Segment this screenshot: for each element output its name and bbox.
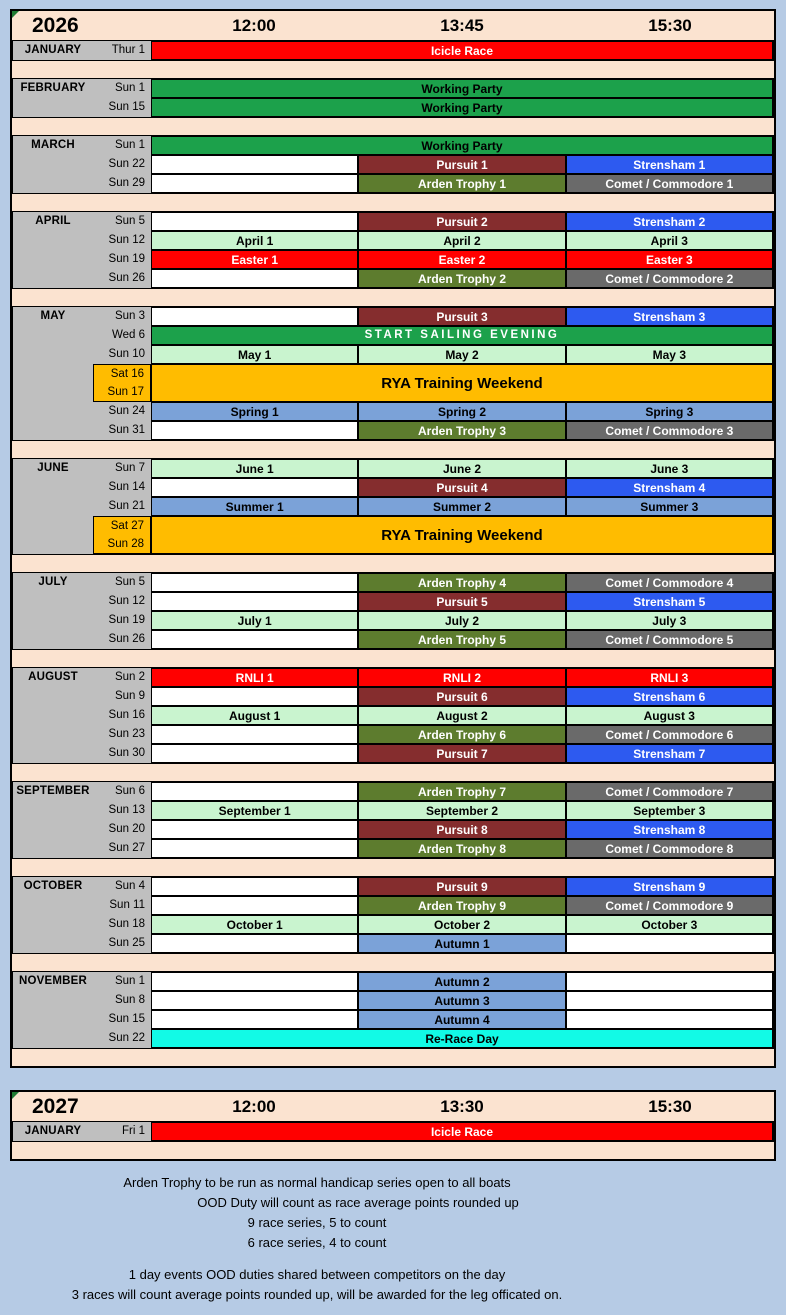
date-cell: Sun 16 <box>108 709 145 721</box>
event-cell: October 3 <box>566 915 773 934</box>
date-cell: Sun 18 <box>108 918 145 930</box>
event-cell <box>151 1010 358 1029</box>
month-header-area <box>13 459 151 554</box>
event-row <box>151 1122 773 1141</box>
month-block-january <box>12 40 774 61</box>
event-row <box>151 231 773 250</box>
event-cell <box>151 630 358 649</box>
date-cell: Sun 22 <box>108 1032 145 1044</box>
event-cell: Pursuit 6 <box>358 687 565 706</box>
event-row <box>151 573 773 592</box>
date-cell-merged <box>93 364 151 402</box>
month-block-february <box>12 78 774 118</box>
event-cell <box>151 820 358 839</box>
event-row <box>151 725 773 744</box>
event-cell: Pursuit 8 <box>358 820 565 839</box>
event-row <box>151 630 773 649</box>
time-header: 12:00 <box>232 1096 276 1116</box>
spacer-row <box>12 555 774 572</box>
date-column <box>93 212 151 288</box>
event-row <box>151 136 773 155</box>
footer-notes <box>10 1173 624 1305</box>
date-cell: Wed 6 <box>111 329 145 341</box>
event-cell: Strensham 4 <box>566 478 773 497</box>
schedule-table-2027 <box>10 1090 776 1161</box>
month-block-september <box>12 781 774 859</box>
date-cell: Sun 5 <box>114 576 145 588</box>
event-cell <box>151 155 358 174</box>
event-cell <box>566 1010 773 1029</box>
date-column <box>93 79 151 117</box>
date-cell: Sun 11 <box>109 899 145 911</box>
month-header-area <box>13 79 151 117</box>
event-cell: Comet / Commodore 5 <box>566 630 773 649</box>
event-cell: START SAILING EVENING <box>151 326 773 345</box>
event-cell: Icicle Race <box>151 1122 773 1141</box>
event-cell <box>151 725 358 744</box>
event-cell: Comet / Commodore 2 <box>566 269 773 288</box>
calendar-header-2027 <box>12 1092 774 1121</box>
event-cell: Pursuit 4 <box>358 478 565 497</box>
event-cell: June 3 <box>566 459 773 478</box>
month-block-march <box>12 135 774 194</box>
event-cell: Strensham 8 <box>566 820 773 839</box>
event-cell: Arden Trophy 8 <box>358 839 565 858</box>
event-rows <box>151 877 773 953</box>
event-cell: Easter 3 <box>566 250 773 269</box>
spacer-row <box>12 441 774 458</box>
month-header-area <box>13 307 151 440</box>
event-rows <box>151 459 773 554</box>
spacer-row <box>12 118 774 135</box>
event-cell: Pursuit 2 <box>358 212 565 231</box>
month-label: AUGUST <box>28 671 78 683</box>
note-line <box>10 1253 624 1265</box>
month-block-may <box>12 306 774 441</box>
month-label: JULY <box>38 576 68 588</box>
event-rows <box>151 307 773 440</box>
spacer-row <box>12 859 774 876</box>
month-block-january <box>12 1121 774 1142</box>
event-cell: Comet / Commodore 3 <box>566 421 773 440</box>
event-cell <box>151 307 358 326</box>
event-cell: Strensham 3 <box>566 307 773 326</box>
event-cell <box>151 744 358 763</box>
event-cell: Pursuit 7 <box>358 744 565 763</box>
spacer-row <box>12 289 774 306</box>
event-cell: September 1 <box>151 801 358 820</box>
event-cell: June 1 <box>151 459 358 478</box>
event-cell: Arden Trophy 6 <box>358 725 565 744</box>
date-cell: Sun 1 <box>114 82 145 94</box>
date-cell: Sun 29 <box>108 177 145 189</box>
event-cell <box>151 687 358 706</box>
event-row <box>151 307 773 326</box>
event-rows <box>151 212 773 288</box>
event-cell: RNLI 2 <box>358 668 565 687</box>
event-row <box>151 782 773 801</box>
event-cell: September 3 <box>566 801 773 820</box>
event-cell: Strensham 9 <box>566 877 773 896</box>
date-cell: Sun 2 <box>114 671 145 683</box>
month-label: MAY <box>40 310 66 322</box>
event-cell: August 3 <box>566 706 773 725</box>
event-cell: June 2 <box>358 459 565 478</box>
event-cell: Pursuit 3 <box>358 307 565 326</box>
event-cell: Autumn 3 <box>358 991 565 1010</box>
month-label: SEPTEMBER <box>16 785 90 797</box>
note-line: Arden Trophy to be run as normal handicap series open to all boats <box>123 1175 511 1190</box>
month-label: JUNE <box>37 462 69 474</box>
event-row <box>151 611 773 630</box>
event-cell: Summer 2 <box>358 497 565 516</box>
event-row <box>151 478 773 497</box>
event-cell: October 2 <box>358 915 565 934</box>
event-cell <box>151 896 358 915</box>
event-rows <box>151 1122 773 1141</box>
event-cell: May 1 <box>151 345 358 364</box>
schedule-table-2026 <box>10 9 776 1068</box>
month-label: FEBRUARY <box>20 82 86 94</box>
event-cell: Spring 1 <box>151 402 358 421</box>
event-cell: Strensham 5 <box>566 592 773 611</box>
date-cell: Sun 12 <box>108 234 145 246</box>
event-row <box>151 839 773 858</box>
event-row <box>151 402 773 421</box>
event-cell: Autumn 1 <box>358 934 565 953</box>
event-cell: Strensham 1 <box>566 155 773 174</box>
spacer-row <box>12 764 774 781</box>
date-cell: Sun 1 <box>114 975 145 987</box>
date-column <box>93 307 151 440</box>
month-header-area <box>13 573 151 649</box>
month-label: MARCH <box>31 139 75 151</box>
date-column <box>93 459 151 554</box>
date-cell: Sun 4 <box>114 880 145 892</box>
event-cell: April 1 <box>151 231 358 250</box>
date-column <box>93 877 151 953</box>
event-cell: Working Party <box>151 98 773 117</box>
month-block-april <box>12 211 774 289</box>
event-rows <box>151 136 773 193</box>
date-cell: Sun 26 <box>108 633 145 645</box>
date-cell: Sun 15 <box>108 1013 145 1025</box>
time-header: 15:30 <box>648 15 692 35</box>
event-cell: April 3 <box>566 231 773 250</box>
event-cell <box>151 991 358 1010</box>
date-cell: Sun 19 <box>108 614 145 626</box>
event-row <box>151 345 773 364</box>
date-cell: Sun 27 <box>108 842 145 854</box>
date-column <box>93 972 151 1048</box>
calendar-header-2026 <box>12 11 774 40</box>
year-label: 2026 <box>32 13 79 37</box>
event-cell: Re-Race Day <box>151 1029 773 1048</box>
event-cell: Strensham 7 <box>566 744 773 763</box>
event-cell: Summer 1 <box>151 497 358 516</box>
date-cell: Sun 10 <box>108 348 145 360</box>
event-cell <box>151 174 358 193</box>
time-header: 15:30 <box>648 1096 692 1116</box>
date-cell: Sun 20 <box>108 823 145 835</box>
event-row <box>151 744 773 763</box>
event-cell: April 2 <box>358 231 565 250</box>
month-block-november <box>12 971 774 1049</box>
month-block-august <box>12 667 774 764</box>
event-row <box>151 516 773 554</box>
event-cell <box>566 972 773 991</box>
date-cell: Sun 5 <box>114 215 145 227</box>
event-cell: Autumn 2 <box>358 972 565 991</box>
event-cell <box>151 972 358 991</box>
spacer-row <box>12 1049 774 1066</box>
event-row <box>151 820 773 839</box>
event-cell: Comet / Commodore 4 <box>566 573 773 592</box>
date-cell: Sun 31 <box>108 424 145 436</box>
note-line: 6 race series, 4 to count <box>247 1235 387 1250</box>
event-cell <box>151 592 358 611</box>
event-cell: Arden Trophy 4 <box>358 573 565 592</box>
event-cell: Comet / Commodore 6 <box>566 725 773 744</box>
date-cell: Sun 22 <box>108 158 145 170</box>
event-rows <box>151 782 773 858</box>
date-cell: Sun 14 <box>108 481 145 493</box>
event-row <box>151 592 773 611</box>
event-cell: July 1 <box>151 611 358 630</box>
month-block-july <box>12 572 774 650</box>
month-header-area <box>13 212 151 288</box>
event-cell <box>151 212 358 231</box>
event-cell: Summer 3 <box>566 497 773 516</box>
event-row <box>151 801 773 820</box>
event-row <box>151 706 773 725</box>
date-cell: Sun 15 <box>108 101 145 113</box>
date-cell: Sun 7 <box>114 462 145 474</box>
event-row <box>151 1029 773 1048</box>
date-cell: Sun 19 <box>108 253 145 265</box>
note-line: 9 race series, 5 to count <box>247 1215 387 1230</box>
event-cell: July 2 <box>358 611 565 630</box>
event-cell: Pursuit 5 <box>358 592 565 611</box>
date-column <box>93 573 151 649</box>
note-line: 3 races will count average points rounded up, will be awarded for the leg officated on. <box>71 1287 563 1302</box>
event-row <box>151 212 773 231</box>
event-row <box>151 269 773 288</box>
event-row <box>151 421 773 440</box>
event-cell: RNLI 3 <box>566 668 773 687</box>
event-row <box>151 79 773 98</box>
event-cell: Working Party <box>151 79 773 98</box>
time-header: 13:45 <box>440 15 484 35</box>
time-header: 12:00 <box>232 15 276 35</box>
event-cell: Comet / Commodore 1 <box>566 174 773 193</box>
event-rows <box>151 41 773 60</box>
event-cell: September 2 <box>358 801 565 820</box>
date-cell: Sat 27 <box>110 520 144 532</box>
spacer-row <box>12 650 774 667</box>
date-cell-merged <box>93 516 151 554</box>
date-column <box>93 41 151 60</box>
note-line: 1 day events OOD duties shared between competitors on the day <box>128 1267 506 1282</box>
month-label: JANUARY <box>24 44 82 56</box>
event-cell: May 2 <box>358 345 565 364</box>
event-cell: Easter 2 <box>358 250 565 269</box>
month-label: JANUARY <box>24 1125 82 1137</box>
event-cell: Icicle Race <box>151 41 773 60</box>
event-row <box>151 991 773 1010</box>
event-cell: October 1 <box>151 915 358 934</box>
event-row <box>151 877 773 896</box>
event-row <box>151 1010 773 1029</box>
event-cell: August 2 <box>358 706 565 725</box>
event-row <box>151 250 773 269</box>
event-cell: Arden Trophy 9 <box>358 896 565 915</box>
event-cell: Comet / Commodore 8 <box>566 839 773 858</box>
month-header-area <box>13 1122 151 1141</box>
event-rows <box>151 668 773 763</box>
date-cell: Thur 1 <box>111 44 145 56</box>
date-cell: Sat 16 <box>110 368 144 380</box>
month-header-area <box>13 41 151 60</box>
event-cell: Strensham 2 <box>566 212 773 231</box>
month-label: NOVEMBER <box>18 975 88 987</box>
event-row <box>151 98 773 117</box>
event-cell: RYA Training Weekend <box>151 364 773 402</box>
date-cell: Sun 1 <box>114 139 145 151</box>
spacer-row <box>12 194 774 211</box>
date-column <box>93 782 151 858</box>
event-cell <box>151 782 358 801</box>
date-cell: Sun 23 <box>108 728 145 740</box>
month-header-area <box>13 136 151 193</box>
time-header: 13:30 <box>440 1096 484 1116</box>
date-cell: Sun 8 <box>114 994 145 1006</box>
event-cell <box>566 934 773 953</box>
event-row <box>151 174 773 193</box>
date-cell: Sun 3 <box>114 310 145 322</box>
spacer-row <box>12 954 774 971</box>
month-header-area <box>13 877 151 953</box>
event-row <box>151 915 773 934</box>
event-cell <box>151 839 358 858</box>
event-cell: Spring 2 <box>358 402 565 421</box>
event-row <box>151 41 773 60</box>
event-cell: Strensham 6 <box>566 687 773 706</box>
date-column <box>93 136 151 193</box>
event-cell: Arden Trophy 7 <box>358 782 565 801</box>
date-column <box>93 1122 151 1141</box>
event-rows <box>151 79 773 117</box>
event-cell: Comet / Commodore 7 <box>566 782 773 801</box>
event-cell: Pursuit 1 <box>358 155 565 174</box>
event-cell: Arden Trophy 5 <box>358 630 565 649</box>
month-label: OCTOBER <box>23 880 83 892</box>
date-cell: Sun 17 <box>107 386 144 398</box>
event-rows <box>151 972 773 1048</box>
date-cell: Sun 6 <box>114 785 145 797</box>
event-cell: July 3 <box>566 611 773 630</box>
event-cell: Spring 3 <box>566 402 773 421</box>
event-row <box>151 459 773 478</box>
event-cell <box>151 877 358 896</box>
date-column <box>93 668 151 763</box>
date-cell: Fri 1 <box>122 1125 145 1137</box>
spacer-row <box>12 61 774 78</box>
event-cell <box>151 573 358 592</box>
event-row <box>151 364 773 402</box>
month-header-area <box>13 782 151 858</box>
year-label: 2027 <box>32 1094 79 1118</box>
event-cell: Pursuit 9 <box>358 877 565 896</box>
sheet-corner-marker <box>12 1092 19 1099</box>
event-cell <box>151 934 358 953</box>
month-block-october <box>12 876 774 954</box>
event-row <box>151 896 773 915</box>
event-cell: RYA Training Weekend <box>151 516 773 554</box>
event-cell <box>151 421 358 440</box>
event-row <box>151 326 773 345</box>
event-cell: Arden Trophy 3 <box>358 421 565 440</box>
date-cell: Sun 13 <box>108 804 145 816</box>
sheet-corner-marker <box>12 11 19 18</box>
event-cell: August 1 <box>151 706 358 725</box>
month-block-june <box>12 458 774 555</box>
spacer-row <box>12 1142 774 1159</box>
event-row <box>151 155 773 174</box>
event-cell <box>566 991 773 1010</box>
event-cell: Comet / Commodore 9 <box>566 896 773 915</box>
event-cell <box>151 269 358 288</box>
date-cell: Sun 21 <box>108 500 145 512</box>
event-row <box>151 934 773 953</box>
note-line: OOD Duty will count as race average points rounded up <box>197 1195 519 1210</box>
event-cell: Autumn 4 <box>358 1010 565 1029</box>
event-cell: Working Party <box>151 136 773 155</box>
date-cell: Sun 24 <box>108 405 145 417</box>
date-cell: Sun 30 <box>108 747 145 759</box>
date-cell: Sun 12 <box>108 595 145 607</box>
event-cell: Arden Trophy 1 <box>358 174 565 193</box>
date-cell: Sun 26 <box>108 272 145 284</box>
event-cell: Arden Trophy 2 <box>358 269 565 288</box>
event-rows <box>151 573 773 649</box>
date-cell: Sun 9 <box>114 690 145 702</box>
event-cell: May 3 <box>566 345 773 364</box>
event-cell <box>151 478 358 497</box>
month-label: APRIL <box>35 215 71 227</box>
event-cell: Easter 1 <box>151 250 358 269</box>
event-row <box>151 687 773 706</box>
event-cell: RNLI 1 <box>151 668 358 687</box>
event-row <box>151 668 773 687</box>
date-cell: Sun 28 <box>107 538 144 550</box>
date-cell: Sun 25 <box>108 937 145 949</box>
month-header-area <box>13 668 151 763</box>
event-row <box>151 972 773 991</box>
event-row <box>151 497 773 516</box>
month-header-area <box>13 972 151 1048</box>
